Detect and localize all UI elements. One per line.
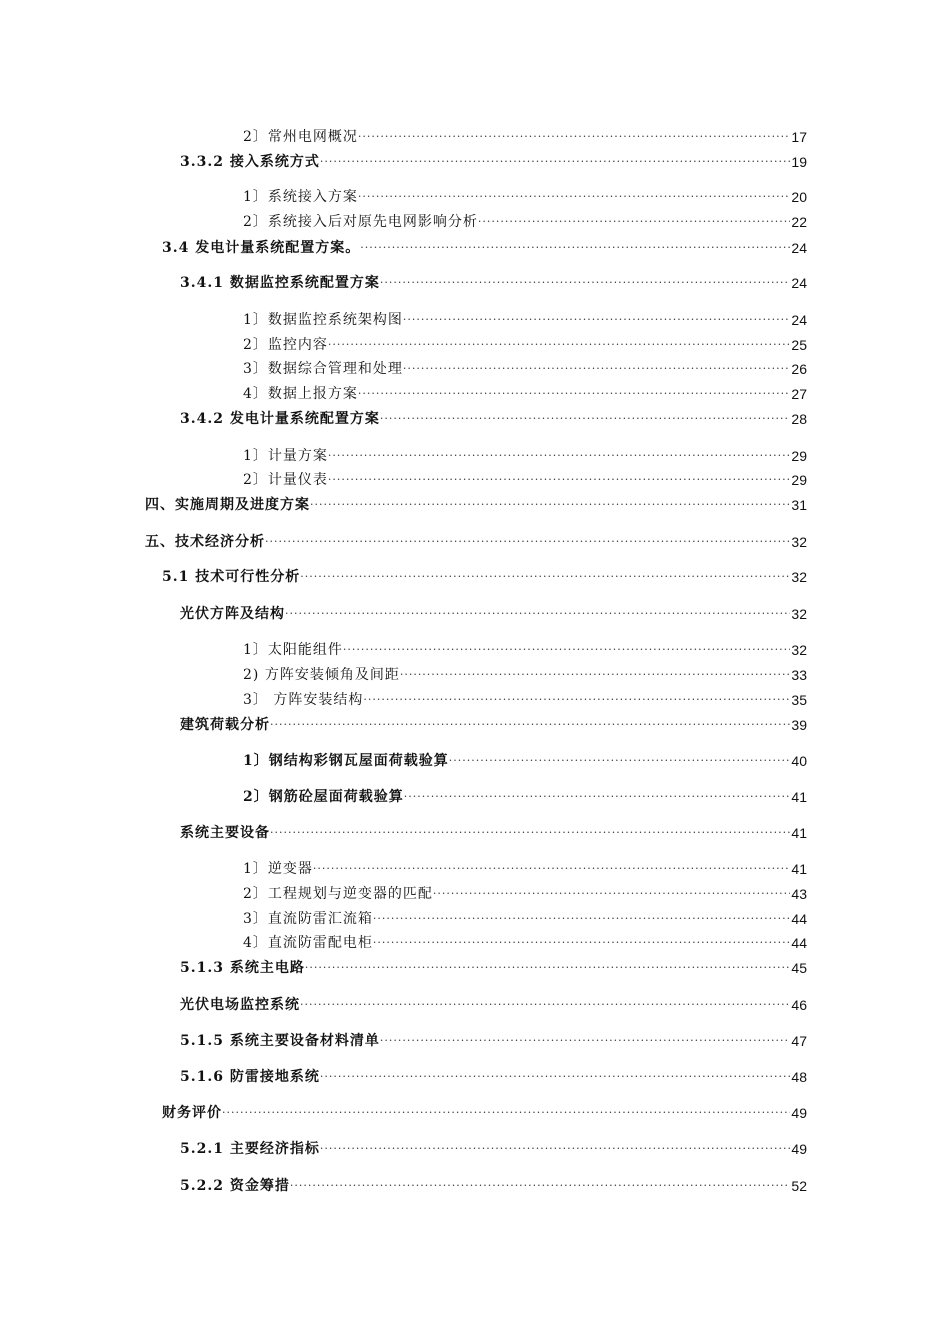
- toc-entry[interactable]: [180, 604, 807, 624]
- toc-entry-title: 2〕常州电网概况: [243, 129, 358, 145]
- toc-entry-page: 17: [791, 129, 807, 145]
- toc-entry[interactable]: [145, 495, 807, 515]
- toc-entry-page: 32: [791, 569, 807, 585]
- toc-entry-page: 47: [791, 1033, 807, 1049]
- toc-entry[interactable]: [243, 384, 807, 404]
- toc-entry-title: 3.4.2 发电计量系统配置方案: [180, 411, 380, 427]
- toc-entry[interactable]: [180, 273, 807, 293]
- toc-entry-page: 25: [791, 337, 807, 353]
- toc-entry-title: 4〕直流防雷配电柜: [243, 935, 373, 951]
- toc-entry-page: 41: [791, 825, 807, 841]
- toc-entry-title: 2〕系统接入后对原先电网影响分析: [243, 214, 478, 230]
- toc-leader-dots: [478, 212, 791, 232]
- toc-entry[interactable]: [243, 127, 807, 147]
- toc-leader-dots: [343, 640, 791, 660]
- toc-entry[interactable]: [180, 1031, 807, 1051]
- toc-entry[interactable]: [180, 958, 807, 978]
- toc-entry[interactable]: [243, 640, 807, 660]
- toc-entry[interactable]: [180, 1139, 807, 1159]
- toc-entry-page: 45: [791, 960, 807, 976]
- toc-entry-page: 27: [791, 386, 807, 402]
- toc-entry-title: 3〕直流防雷汇流箱: [243, 911, 373, 927]
- toc-leader-dots: [320, 1067, 791, 1087]
- toc-entry-page: 29: [791, 472, 807, 488]
- toc-entry-title: 3〕 方阵安装结构: [243, 692, 364, 708]
- toc-leader-dots: [328, 446, 791, 466]
- toc-entry-title: 1〕逆变器: [243, 861, 313, 877]
- toc-entry-title: 2〕工程规划与逆变器的匹配: [243, 886, 433, 902]
- toc-entry-page: 28: [791, 411, 807, 427]
- toc-entry-page: 20: [791, 189, 807, 205]
- toc-entry-title: 3〕数据综合管理和处理: [243, 361, 403, 377]
- toc-entry-page: 26: [791, 361, 807, 377]
- toc-entry-title: 4〕数据上报方案: [243, 386, 358, 402]
- toc-entry-page: 43: [791, 886, 807, 902]
- toc-entry[interactable]: [180, 995, 807, 1015]
- toc-entry-title: 光伏电场监控系统: [180, 997, 300, 1013]
- toc-entry-page: 31: [791, 497, 807, 513]
- toc-entry-title: 5.2.1 主要经济指标: [180, 1141, 320, 1157]
- toc-entry-title: 5.1.6 防雷接地系统: [180, 1069, 320, 1085]
- toc-entry-title: 2) 方阵安装倾角及间距: [243, 667, 400, 683]
- toc-leader-dots: [270, 823, 790, 843]
- toc-entry-page: 41: [791, 861, 807, 877]
- toc-leader-dots: [300, 995, 790, 1015]
- toc-leader-dots: [310, 495, 790, 515]
- toc-entry[interactable]: [145, 532, 807, 552]
- toc-entry-title: 建筑荷载分析: [180, 717, 270, 733]
- toc-entry-title: 5.2.2 资金筹措: [180, 1178, 290, 1194]
- toc-entry[interactable]: [243, 335, 807, 355]
- toc-leader-dots: [380, 409, 791, 429]
- toc-entry-page: 32: [791, 534, 807, 550]
- toc-leader-dots: [313, 859, 791, 879]
- toc-entry-page: 35: [791, 692, 807, 708]
- toc-entry[interactable]: [243, 665, 807, 685]
- toc-leader-dots: [403, 359, 791, 379]
- toc-entry-title: 光伏方阵及结构: [180, 606, 285, 622]
- toc-leader-dots: [270, 715, 790, 735]
- toc-entry[interactable]: [243, 690, 807, 710]
- toc-entry-title: 财务评价: [162, 1105, 222, 1121]
- toc-entry-page: 39: [791, 717, 807, 733]
- toc-entry[interactable]: [243, 212, 807, 232]
- toc-leader-dots: [380, 1031, 791, 1051]
- toc-entry-title: 3.4.1 数据监控系统配置方案: [180, 275, 380, 291]
- toc-entry[interactable]: [243, 359, 807, 379]
- toc-leader-dots: [290, 1176, 791, 1196]
- toc-leader-dots: [380, 273, 791, 293]
- toc-entry-title: 1〕计量方案: [243, 448, 328, 464]
- toc-entry-title: 5.1 技术可行性分析: [162, 569, 301, 585]
- toc-leader-dots: [433, 884, 791, 904]
- toc-entry-title: 2〕计量仪表: [243, 472, 328, 488]
- toc-entry-title: 5.1.3 系统主电路: [180, 960, 305, 976]
- toc-entry-page: 49: [791, 1141, 807, 1157]
- toc-entry[interactable]: [243, 446, 807, 466]
- toc-entry[interactable]: [243, 909, 807, 929]
- toc-entry-page: 40: [791, 753, 807, 769]
- toc-entry[interactable]: [243, 933, 807, 953]
- toc-entry-page: 52: [791, 1178, 807, 1194]
- toc-leader-dots: [363, 690, 790, 710]
- toc-entry-title: 2〕监控内容: [243, 337, 328, 353]
- toc-entry[interactable]: [180, 1067, 807, 1087]
- toc-leader-dots: [358, 384, 791, 404]
- toc-leader-dots: [358, 127, 791, 147]
- toc-leader-dots: [358, 187, 791, 207]
- toc-entry[interactable]: [180, 715, 807, 735]
- toc-leader-dots: [305, 958, 791, 978]
- toc-leader-dots: [222, 1103, 790, 1123]
- toc-leader-dots: [265, 532, 790, 552]
- toc-entry-page: 24: [791, 240, 807, 256]
- toc-entry[interactable]: [180, 152, 807, 172]
- toc-entry-title: 3.4 发电计量系统配置方案。: [162, 240, 361, 256]
- toc-entry[interactable]: [180, 1176, 807, 1196]
- toc-leader-dots: [328, 470, 791, 490]
- toc-entry-page: 44: [791, 911, 807, 927]
- toc-entry[interactable]: [243, 751, 807, 771]
- toc-entry[interactable]: [180, 823, 807, 843]
- toc-entry-title: 1〕钢结构彩钢瓦屋面荷载验算: [243, 753, 449, 769]
- toc-entry-page: 32: [791, 606, 807, 622]
- toc-leader-dots: [360, 238, 790, 258]
- toc-entry-title: 五、技术经济分析: [145, 534, 265, 550]
- toc-leader-dots: [404, 787, 791, 807]
- toc-leader-dots: [320, 1139, 791, 1159]
- toc-entry-title: 1〕系统接入方案: [243, 189, 358, 205]
- toc-entry[interactable]: [162, 567, 807, 587]
- toc-entry-page: 29: [791, 448, 807, 464]
- toc-entry[interactable]: [243, 310, 807, 330]
- toc-leader-dots: [328, 335, 791, 355]
- toc-entry[interactable]: [243, 470, 807, 490]
- toc-entry-title: 四、实施周期及进度方案: [145, 497, 310, 513]
- toc-entry-title: 2〕钢筋砼屋面荷载验算: [243, 789, 404, 805]
- toc-entry-title: 系统主要设备: [180, 825, 270, 841]
- toc-entry[interactable]: [243, 884, 807, 904]
- toc-entry-page: 41: [791, 789, 807, 805]
- toc-entry-page: 32: [791, 642, 807, 658]
- toc-entry-page: 24: [791, 312, 807, 328]
- toc-leader-dots: [320, 152, 791, 172]
- toc-entry-page: 46: [791, 997, 807, 1013]
- toc-entry-title: 3.3.2 接入系统方式: [180, 154, 320, 170]
- toc-leader-dots: [300, 567, 790, 587]
- toc-entry-title: 5.1.5 系统主要设备材料清单: [180, 1033, 380, 1049]
- toc-entry-title: 1〕太阳能组件: [243, 642, 343, 658]
- toc-leader-dots: [449, 751, 791, 771]
- toc-entry-page: 24: [791, 275, 807, 291]
- toc-entry-page: 49: [791, 1105, 807, 1121]
- toc-leader-dots: [373, 909, 791, 929]
- toc-entry-page: 44: [791, 935, 807, 951]
- toc-entry-page: 19: [791, 154, 807, 170]
- toc-leader-dots: [285, 604, 790, 624]
- toc-entry[interactable]: [243, 787, 807, 807]
- toc-entry-page: 22: [791, 214, 807, 230]
- toc-entry[interactable]: [243, 187, 807, 207]
- toc-entry[interactable]: [243, 859, 807, 879]
- toc-entry-page: 48: [791, 1069, 807, 1085]
- toc-entry[interactable]: [180, 409, 807, 429]
- toc-leader-dots: [403, 310, 791, 330]
- toc-entry-page: 33: [791, 667, 807, 683]
- toc-entry[interactable]: [162, 1103, 807, 1123]
- toc-entry-title: 1〕数据监控系统架构图: [243, 312, 403, 328]
- toc-entry[interactable]: [162, 238, 807, 258]
- toc-leader-dots: [400, 665, 791, 685]
- toc-leader-dots: [373, 933, 791, 953]
